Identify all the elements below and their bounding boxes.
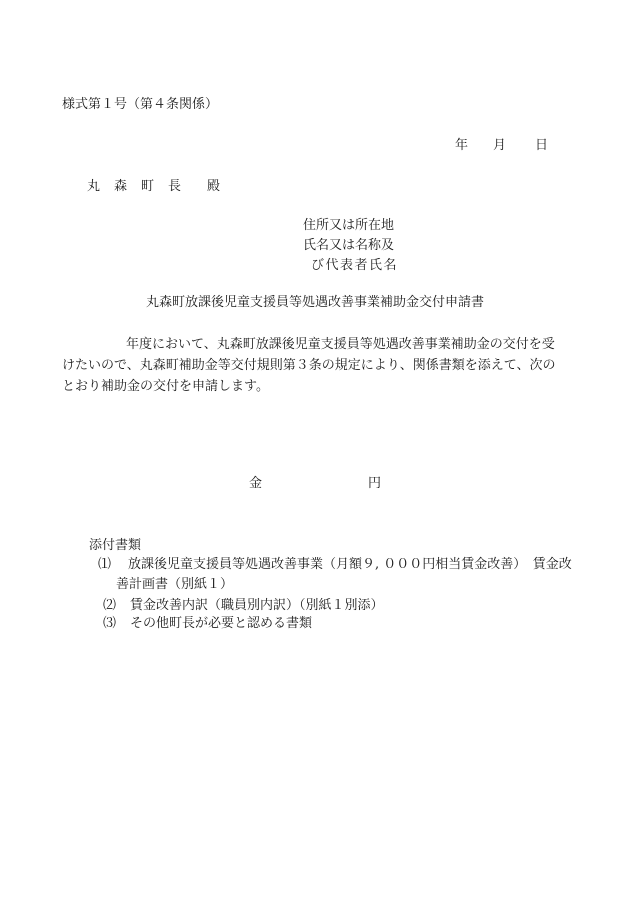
document-title: 丸森町放課後児童支援員等処遇改善事業補助金交付申請書: [146, 295, 485, 310]
recipient-char: 町: [141, 179, 155, 194]
amount-unit: 円: [368, 476, 382, 491]
recipient-char: 丸: [87, 179, 101, 194]
body-line: 年度において、丸森町放課後児童支援員等処遇改善事業補助金の交付を受: [126, 337, 555, 352]
body-paragraph: [62, 334, 570, 397]
date-day-label: 日: [535, 138, 549, 153]
recipient-char: 長: [168, 179, 182, 194]
attachment-item: その他町長が必要と認める書類: [130, 616, 313, 631]
recipient-char: 森: [114, 179, 128, 194]
amount-label: 金: [249, 476, 263, 491]
date-month-label: 月: [493, 138, 507, 153]
applicant-representative-label: び代表者氏名: [311, 258, 399, 273]
body-line: けたいので、丸森町補助金等交付規則第３条の規定により、関係書類を添えて、次の: [62, 358, 556, 373]
attachments-heading: 添付書類: [89, 538, 142, 553]
attachment-item-continuation: 善計画書（別紙１）: [116, 577, 234, 592]
form-number: 様式第１号（第４条関係）: [62, 97, 219, 112]
applicant-block: [303, 219, 398, 279]
applicant-address-label: 住所又は所在地: [303, 218, 395, 233]
attachment-number: ⑴: [98, 557, 112, 572]
recipient-char: 殿: [207, 179, 221, 194]
attachment-item: 放課後児童支援員等処遇改善事業（月額９, ０００円相当賃金改善） 賃金改: [128, 557, 572, 572]
body-line: とおり補助金の交付を申請します。: [62, 379, 269, 394]
attachment-number: ⑵: [103, 598, 117, 613]
attachment-number: ⑶: [103, 616, 117, 631]
applicant-name-label: 氏名又は名称及: [303, 238, 395, 253]
date-year-label: 年: [455, 138, 469, 153]
attachment-item: 賃金改善内訳（職員別内訳）（別紙１別添）: [130, 598, 384, 613]
